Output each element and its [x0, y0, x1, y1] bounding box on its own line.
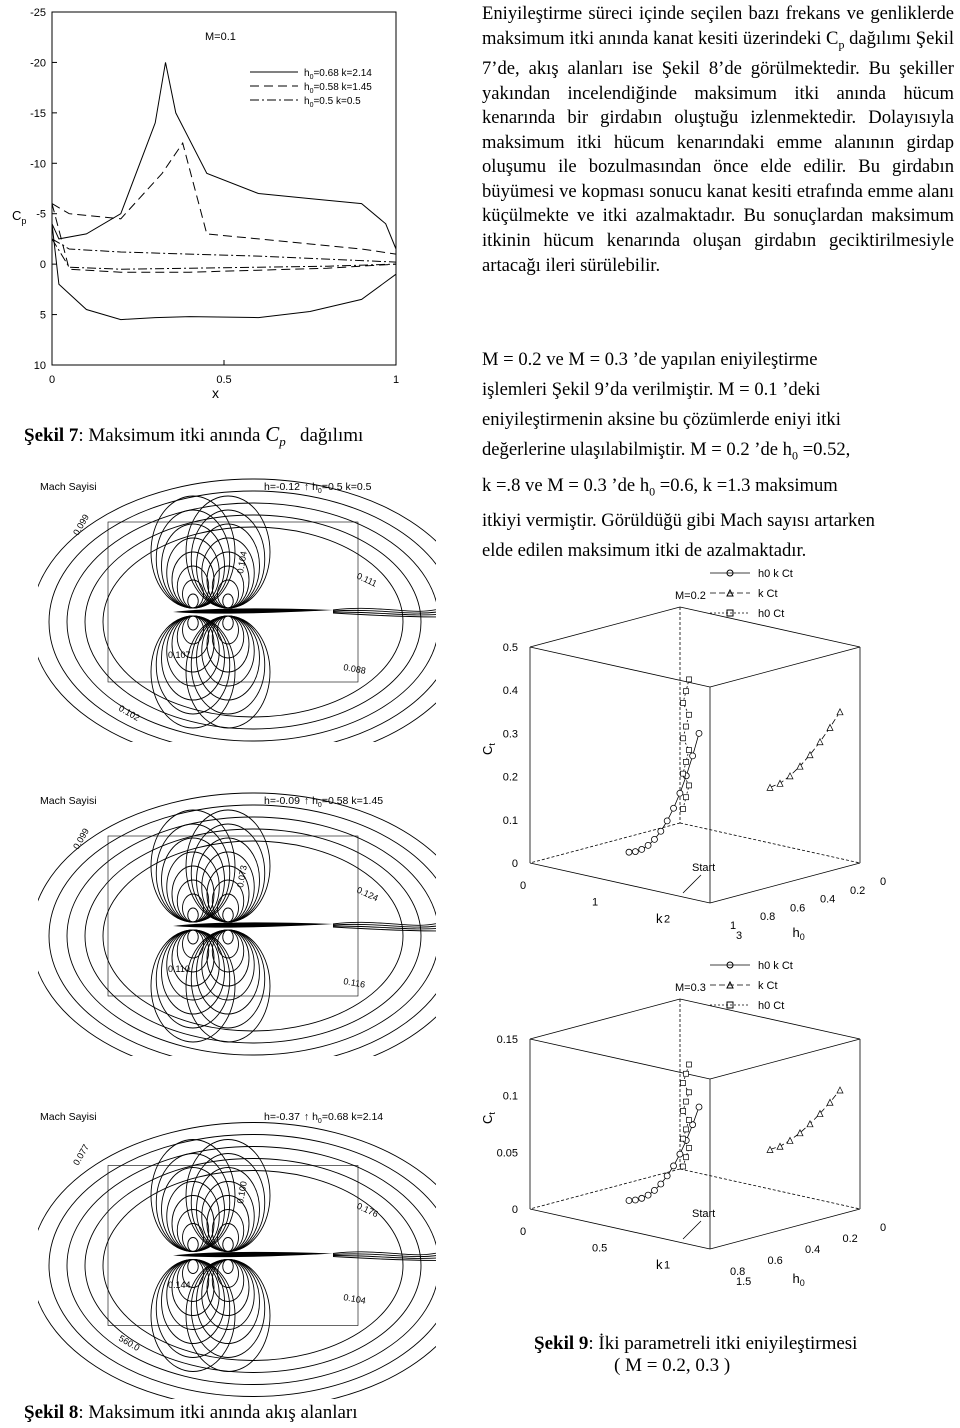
- fig7-series-2-lower: [52, 204, 396, 273]
- fig7-ytick-label: -15: [30, 107, 46, 120]
- fig7-ylabel: $C_p$: [12, 208, 27, 226]
- flow-field-panel-3: [38, 1108, 436, 1399]
- fig9-start-label: Start: [692, 1208, 716, 1220]
- figure-7-chart: [0, 0, 470, 460]
- fig9-ct-tick: 0.15: [496, 1034, 518, 1046]
- fig9-legend-entry: h0 k Ct: [758, 568, 793, 580]
- panel-header-right: h=-0.37 ↑ $h_0=0.68$ k=2.14: [264, 1111, 384, 1125]
- fig9-k-tick: 2: [664, 913, 671, 926]
- contour-label: 560.0: [117, 1333, 142, 1353]
- fig7-ytick-label: 10: [33, 360, 46, 372]
- contour-label: 0.107: [168, 650, 191, 660]
- airfoil: [173, 1252, 333, 1257]
- figure-8-caption: Şekil 8: Maksimum itki anında akış alanları: [24, 1402, 358, 1423]
- paragraph-2-line-1: M = 0.2 ve M = 0.3 ’de yapılan eniyileştirme: [482, 349, 818, 370]
- fig9-ct-tick: 0.2: [502, 771, 518, 784]
- fig9-start-label: Start: [692, 862, 716, 874]
- paragraph-2-line-5: k =.8 ve M = 0.3 ’de $h_0 =0.6$, k =1.3 maksimum: [482, 474, 838, 499]
- fig9-xlabel: k: [656, 1257, 663, 1272]
- fig7-ytick-label: 0: [39, 259, 46, 272]
- fig7-series-3-upper: [52, 239, 396, 262]
- paragraph-2-line-4: değerlerine ulaşılabilmiştir. M = 0.2 ’de $h_0 =0.52$,: [482, 439, 851, 463]
- contour-label: 0.104: [235, 550, 249, 575]
- fig9-plot-2: [480, 960, 886, 1288]
- fig9-zlabel: $h_0$: [792, 925, 805, 942]
- contour-label: 0.144: [168, 1280, 191, 1290]
- figure-9-caption-line2: ( M = 0.2, 0.3 ): [614, 1355, 731, 1376]
- fig9-k-tick: 1: [592, 896, 599, 909]
- fig7-series-3-lower: [52, 239, 396, 269]
- contour-label: 0.116: [342, 976, 366, 990]
- fig9-ct-tick: 0.5: [502, 642, 518, 654]
- contour-lines: [38, 1123, 436, 1400]
- fig7-ytick-label: -5: [36, 208, 46, 221]
- contour-label: 0.077: [71, 1142, 91, 1167]
- fig9-ct-tick: 0.3: [502, 728, 518, 741]
- fig9-legend-entry: h0 Ct: [758, 1000, 785, 1012]
- fig9-xlabel: k: [656, 911, 663, 926]
- fig9-title: M=0.3: [675, 982, 706, 994]
- fig7-ytick-label: -20: [30, 57, 46, 70]
- fig7-legend: [250, 68, 372, 109]
- fig7-xtick-label: 1: [392, 374, 400, 386]
- flow-field-panel-2: [38, 792, 436, 1056]
- contour-label: 0.088: [342, 662, 367, 676]
- panel-header-right: h=-0.09 ↑ $h_0=0.58$ k=1.45: [264, 795, 384, 809]
- fig9-h0-tick: 0.6: [790, 902, 806, 915]
- fig7-ytick-label: -10: [30, 158, 46, 171]
- fig7-series-2-upper: [52, 143, 396, 254]
- fig9-h0-tick: 0.8: [760, 911, 776, 924]
- paragraph-2: [482, 345, 954, 566]
- contour-label: 0.110: [168, 964, 190, 974]
- contour-label: 0.100: [235, 1180, 249, 1205]
- paragraph-2-line-2: işlemleri Şekil 9’da verilmiştir. M = 0.1 ’deki: [482, 379, 821, 400]
- figure-9-caption: Şekil 9: İki parametreli itki eniyileştirmesi ( M = 0.2, 0.3 ): [534, 1333, 954, 1377]
- fig7-ytick-label: -25: [30, 7, 46, 19]
- fig9-k-tick: 0: [520, 880, 527, 892]
- fig9-title: M=0.2: [675, 590, 706, 602]
- fig9-h0-tick: 0: [880, 876, 887, 888]
- fig7-xtick-label: 0: [48, 374, 56, 386]
- contour-label: 0.099: [71, 512, 91, 537]
- fig9-zlabel: $h_0$: [792, 1271, 805, 1288]
- fig9-ct-tick: 0.4: [502, 685, 518, 698]
- airfoil: [173, 608, 333, 613]
- fig9-h0-tick: 0.4: [805, 1244, 821, 1256]
- fig9-ct-tick: 0.05: [496, 1147, 518, 1160]
- contour-label: 0.102: [117, 703, 142, 723]
- fig9-k-tick: 3: [736, 930, 743, 942]
- fig7-xtick-label: 0.5: [216, 374, 232, 386]
- paragraph-2-line-3: eniyileştirmenin aksine bu çözümlerde eniyi itki: [482, 409, 841, 430]
- fig9-h0-tick: 0: [880, 1222, 887, 1234]
- contour-label: 0.104: [342, 1292, 367, 1306]
- fig9-h0-tick: 0.4: [820, 893, 836, 906]
- fig9-h0-tick: 0.2: [850, 884, 866, 897]
- contour-label: 0.099: [71, 826, 91, 851]
- fig9-k-tick: 0.5: [592, 1242, 608, 1255]
- fig9-h0-tick: 0.2: [842, 1233, 858, 1245]
- paragraph-1: Eniyileştirme süreci içinde seçilen bazı frekans ve genliklerde maksimum itki anında kanat kesiti üzerindeki $C_p$ dağılımı Şekil 7’de, akış alanları ise Şekil 8’de görülmektedir. Bu şekiller yakından incelendiğinde maksimum itki anında hücum kenarında bir girdabın oluştuğu izlenmektedir. Dolayısıyla maksimum itki hücum kenarındaki emme alanının girdap oluşumu ile bozulmasından önce elde edilir. Bu girdabın büyümesi ve kopması sonucu kanat kesiti etrafında emme alanı küçülmekte ve itki azalmaktadır. Bu sonuçlardan maksimum itkinin hücum kenarında oluşan girdabın geciktirilmesiyle artacağı ileri sürülebilir.: [482, 3, 954, 276]
- fig7-title: M=0.1: [205, 31, 236, 43]
- contour-label: 0.111: [355, 570, 379, 589]
- panel-header-left: Mach Sayisi: [40, 795, 97, 807]
- fig7-ytick-label: 5: [39, 309, 46, 322]
- legend-entry-2: $h_0=0.58$ k=1.45: [304, 82, 372, 95]
- fig9-legend-entry: k Ct: [758, 980, 778, 992]
- fig9-k-tick: 1.5: [736, 1276, 752, 1288]
- fig7-xlabel: x: [212, 385, 219, 401]
- fig9-legend-entry: k Ct: [758, 588, 778, 600]
- fig9-h0-tick: 1: [730, 920, 737, 932]
- figure-9-charts: [470, 555, 960, 1335]
- fig9-k-tick: 1: [664, 1259, 671, 1272]
- fig9-k-tick: 0: [520, 1226, 527, 1238]
- fig9-legend-entry: h0 Ct: [758, 608, 785, 620]
- fig9-ct-tick: 0.1: [502, 1090, 518, 1103]
- fig9-plot-1: [480, 568, 886, 942]
- legend-entry-1: $h_0=0.68$ k=2.14: [304, 68, 372, 81]
- fig9-ct-tick: 0: [511, 858, 518, 870]
- fig9-h0-tick: 0.8: [730, 1266, 746, 1278]
- fig9-ylabel: $C_t$: [480, 1112, 497, 1124]
- panel-header-left: Mach Sayisi: [40, 1111, 97, 1123]
- legend-entry-3: $h_0=0.5$ k=0.5: [304, 96, 361, 109]
- paragraph-2-line-6: itkiyi vermiştir. Görüldüğü gibi Mach sayısı artarken: [482, 510, 875, 532]
- fig9-legend-entry: h0 k Ct: [758, 960, 793, 972]
- fig9-ct-tick: 0: [511, 1204, 518, 1216]
- fig9-ct-tick: 0.1: [502, 814, 518, 827]
- airfoil: [173, 922, 333, 927]
- contour-label: 0.176: [355, 1200, 380, 1220]
- panel-header-left: Mach Sayisi: [40, 481, 97, 493]
- contour-label: 0.124: [355, 884, 380, 904]
- fig9-h0-tick: 0.6: [767, 1255, 783, 1267]
- figure-7-caption: Şekil 7: Maksimum itki anında $C_p$ dağılımı: [24, 422, 364, 449]
- contour-label: 0.073: [235, 864, 249, 889]
- fig9-ylabel: $C_t$: [480, 743, 497, 755]
- paragraph-2-line-7: elde edilen maksimum itki de azalmaktadır.: [482, 540, 807, 562]
- panel-header-right: h=-0.12 ↑ $h_0=0.5$ k=0.5: [264, 481, 372, 495]
- flow-field-panel-1: [38, 478, 436, 742]
